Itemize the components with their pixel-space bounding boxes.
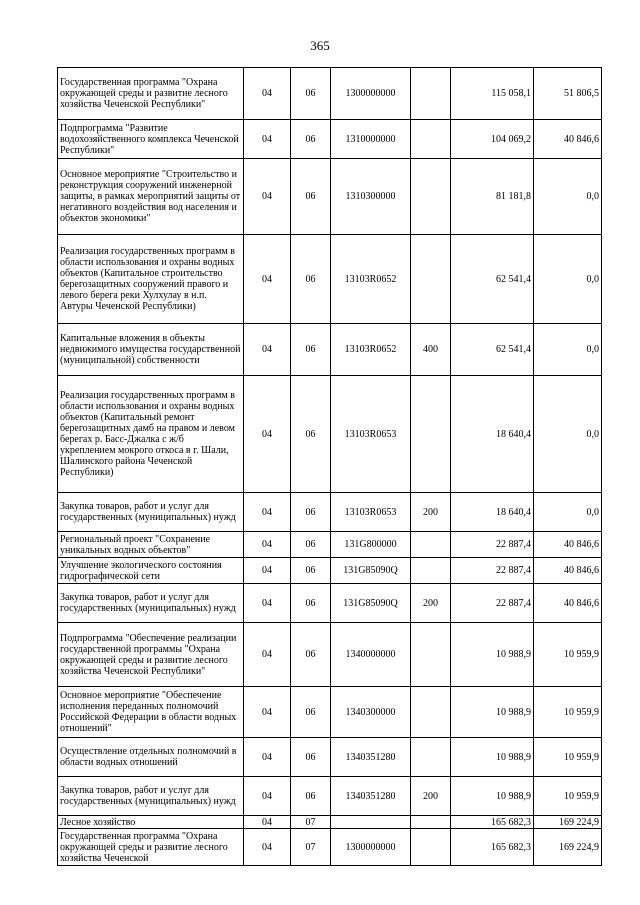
table-row bbox=[58, 68, 602, 120]
row-subsection: 06 bbox=[291, 159, 331, 235]
row-csr bbox=[331, 816, 411, 829]
row-subsection: 06 bbox=[291, 68, 331, 120]
row-subsection: 06 bbox=[291, 120, 331, 159]
row-sum-a: 104 069,2 bbox=[451, 120, 534, 159]
table-row bbox=[58, 829, 602, 866]
row-sum-a: 81 181,8 bbox=[451, 159, 534, 235]
table-row bbox=[58, 687, 602, 738]
row-sum-b: 40 846,6 bbox=[534, 558, 602, 584]
row-vr: 200 bbox=[411, 777, 451, 816]
row-sum-b: 10 959,9 bbox=[534, 738, 602, 777]
row-section: 04 bbox=[244, 120, 291, 159]
row-sum-a: 10 988,9 bbox=[451, 738, 534, 777]
row-sum-b: 10 959,9 bbox=[534, 623, 602, 687]
row-subsection: 07 bbox=[291, 816, 331, 829]
row-sum-b: 40 846,6 bbox=[534, 120, 602, 159]
row-sum-b: 40 846,6 bbox=[534, 584, 602, 623]
row-subsection: 06 bbox=[291, 623, 331, 687]
row-section: 04 bbox=[244, 324, 291, 376]
row-name: Улучшение экологического состояния гидрографической сети bbox=[58, 558, 244, 584]
row-section: 04 bbox=[244, 376, 291, 493]
row-subsection: 06 bbox=[291, 738, 331, 777]
row-sum-b: 0,0 bbox=[534, 493, 602, 532]
row-vr bbox=[411, 68, 451, 120]
row-section: 04 bbox=[244, 558, 291, 584]
row-csr: 13103R0653 bbox=[331, 376, 411, 493]
row-section: 04 bbox=[244, 68, 291, 120]
row-csr: 131G85090Q bbox=[331, 584, 411, 623]
row-section: 04 bbox=[244, 493, 291, 532]
row-vr: 200 bbox=[411, 493, 451, 532]
row-csr: 131G85090Q bbox=[331, 558, 411, 584]
table-row bbox=[58, 584, 602, 623]
row-sum-a: 22 887,4 bbox=[451, 532, 534, 558]
table-row bbox=[58, 738, 602, 777]
row-subsection: 06 bbox=[291, 376, 331, 493]
row-vr: 200 bbox=[411, 584, 451, 623]
table-row bbox=[58, 816, 602, 829]
row-sum-b: 0,0 bbox=[534, 235, 602, 324]
row-section: 04 bbox=[244, 738, 291, 777]
row-name: Государственная программа "Охрана окружающей среды и развитие лесного хозяйства Чеченской Республики" bbox=[58, 68, 244, 120]
row-csr: 1310000000 bbox=[331, 120, 411, 159]
row-section: 04 bbox=[244, 829, 291, 866]
row-sum-a: 165 682,3 bbox=[451, 816, 534, 829]
row-sum-b: 0,0 bbox=[534, 324, 602, 376]
row-name: Закупка товаров, работ и услуг для государственных (муниципальных) нужд bbox=[58, 584, 244, 623]
row-sum-a: 62 541,4 bbox=[451, 324, 534, 376]
row-csr: 13103R0652 bbox=[331, 324, 411, 376]
row-csr: 1300000000 bbox=[331, 829, 411, 866]
row-vr bbox=[411, 738, 451, 777]
table-row bbox=[58, 558, 602, 584]
row-name: Реализация государственных программ в области использования и охраны водных объектов (Капитальный ремонт берегозащитных дамб на правом и левом берегах р. Басс-Джалка с ж/б укреплением мокрого откоса в г. Шали, Шалинского района Чеченской Республики) bbox=[58, 376, 244, 493]
row-sum-b: 10 959,9 bbox=[534, 777, 602, 816]
table-row bbox=[58, 324, 602, 376]
row-sum-a: 115 058,1 bbox=[451, 68, 534, 120]
row-sum-b: 169 224,9 bbox=[534, 829, 602, 866]
row-section: 04 bbox=[244, 777, 291, 816]
row-sum-a: 165 682,3 bbox=[451, 829, 534, 866]
row-subsection: 06 bbox=[291, 584, 331, 623]
row-section: 04 bbox=[244, 532, 291, 558]
row-section: 04 bbox=[244, 816, 291, 829]
row-subsection: 06 bbox=[291, 558, 331, 584]
row-subsection: 06 bbox=[291, 493, 331, 532]
row-vr bbox=[411, 816, 451, 829]
row-name: Осуществление отдельных полномочий в области водных отношений bbox=[58, 738, 244, 777]
row-sum-a: 22 887,4 bbox=[451, 584, 534, 623]
row-name: Государственная программа "Охрана окружающей среды и развитие лесного хозяйства Чеченской bbox=[58, 829, 244, 866]
table-row bbox=[58, 623, 602, 687]
row-vr: 400 bbox=[411, 324, 451, 376]
table-row bbox=[58, 235, 602, 324]
row-section: 04 bbox=[244, 235, 291, 324]
row-vr bbox=[411, 120, 451, 159]
row-sum-b: 0,0 bbox=[534, 376, 602, 493]
row-sum-a: 10 988,9 bbox=[451, 623, 534, 687]
row-subsection: 06 bbox=[291, 324, 331, 376]
row-csr: 1340300000 bbox=[331, 687, 411, 738]
row-vr bbox=[411, 829, 451, 866]
row-vr bbox=[411, 159, 451, 235]
row-vr bbox=[411, 532, 451, 558]
row-sum-a: 18 640,4 bbox=[451, 493, 534, 532]
row-subsection: 06 bbox=[291, 777, 331, 816]
row-section: 04 bbox=[244, 687, 291, 738]
row-name: Основное мероприятие "Обеспечение исполнения переданных полномочий Российской Федерации в области водных отношений" bbox=[58, 687, 244, 738]
table-row bbox=[58, 120, 602, 159]
table-row bbox=[58, 777, 602, 816]
row-name: Капитальные вложения в объекты недвижимого имущества государственной (муниципальной) собственности bbox=[58, 324, 244, 376]
page-number: 365 bbox=[310, 38, 330, 53]
row-name: Региональный проект "Сохранение уникальных водных объектов" bbox=[58, 532, 244, 558]
row-section: 04 bbox=[244, 159, 291, 235]
row-csr: 1300000000 bbox=[331, 68, 411, 120]
row-sum-b: 40 846,6 bbox=[534, 532, 602, 558]
table-row bbox=[58, 532, 602, 558]
row-sum-a: 18 640,4 bbox=[451, 376, 534, 493]
row-section: 04 bbox=[244, 584, 291, 623]
row-csr: 1340351280 bbox=[331, 777, 411, 816]
row-csr: 131G800000 bbox=[331, 532, 411, 558]
row-subsection: 07 bbox=[291, 829, 331, 866]
row-name: Подпрограмма "Обеспечение реализации государственной программы "Охрана окружающей среды и развитие лесного хозяйства Чеченской Республики" bbox=[58, 623, 244, 687]
table-row bbox=[58, 159, 602, 235]
row-csr: 1310300000 bbox=[331, 159, 411, 235]
row-vr bbox=[411, 376, 451, 493]
row-name: Закупка товаров, работ и услуг для государственных (муниципальных) нужд bbox=[58, 493, 244, 532]
row-name: Подпрограмма "Развитие водохозяйственного комплекса Чеченской Республики" bbox=[58, 120, 244, 159]
row-vr bbox=[411, 623, 451, 687]
row-subsection: 06 bbox=[291, 532, 331, 558]
row-csr: 13103R0652 bbox=[331, 235, 411, 324]
row-name: Лесное хозяйство bbox=[58, 816, 244, 829]
row-vr bbox=[411, 235, 451, 324]
row-sum-b: 51 806,5 bbox=[534, 68, 602, 120]
row-vr bbox=[411, 687, 451, 738]
row-csr: 1340000000 bbox=[331, 623, 411, 687]
row-subsection: 06 bbox=[291, 687, 331, 738]
row-name: Реализация государственных программ в области использования и охраны водных объектов (Капитальное строительство берегозащитных сооружений правого и левого берега реки Хулхулау в н.п. Автуры Чеченской Республики) bbox=[58, 235, 244, 324]
row-sum-b: 10 959,9 bbox=[534, 687, 602, 738]
row-sum-a: 10 988,9 bbox=[451, 777, 534, 816]
budget-table bbox=[57, 67, 602, 866]
row-name: Основное мероприятие "Строительство и реконструкция сооружений инженерной защиты, в рамках мероприятий защиты от негативного воздействия вод населения и объектов экономики" bbox=[58, 159, 244, 235]
row-csr: 13103R0653 bbox=[331, 493, 411, 532]
row-vr bbox=[411, 558, 451, 584]
row-sum-a: 10 988,9 bbox=[451, 687, 534, 738]
table-row bbox=[58, 493, 602, 532]
row-sum-b: 169 224,9 bbox=[534, 816, 602, 829]
row-sum-a: 22 887,4 bbox=[451, 558, 534, 584]
row-sum-a: 62 541,4 bbox=[451, 235, 534, 324]
row-section: 04 bbox=[244, 623, 291, 687]
row-csr: 1340351280 bbox=[331, 738, 411, 777]
row-sum-b: 0,0 bbox=[534, 159, 602, 235]
table-row bbox=[58, 376, 602, 493]
row-name: Закупка товаров, работ и услуг для государственных (муниципальных) нужд bbox=[58, 777, 244, 816]
row-subsection: 06 bbox=[291, 235, 331, 324]
